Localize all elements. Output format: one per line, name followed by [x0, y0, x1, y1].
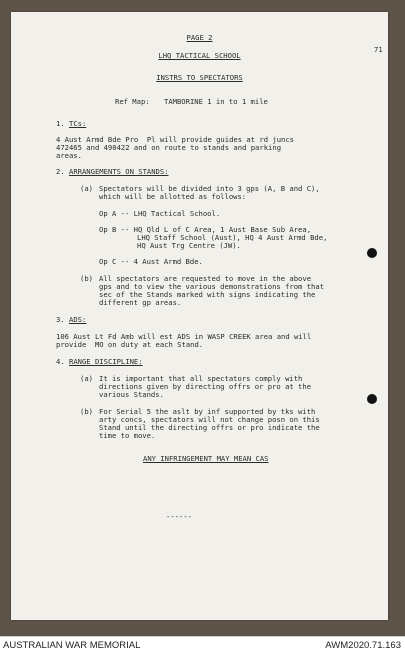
- page-label: PAGE 2: [186, 33, 213, 42]
- item-label: (a): [80, 374, 93, 383]
- section-title-tcs: TCs:: [69, 119, 87, 128]
- paragraph-line: All spectators are requested to move in the above: [99, 274, 312, 283]
- section-title-range: RANGE DISCIPLINE:: [69, 357, 143, 366]
- punch-hole: [367, 248, 377, 258]
- op-a-line: Op A -- LHQ Tactical School.: [99, 209, 221, 218]
- section-title-arrangements: ARRANGEMENTS ON STANDS:: [69, 167, 169, 176]
- paragraph-line: time to move.: [99, 431, 156, 440]
- paragraph-line: Stand until the directing offrs or pro indicate the: [99, 423, 320, 432]
- paragraph-line: areas.: [56, 151, 82, 160]
- paragraph-line: sec of the Stands marked with signs indicating the: [99, 290, 316, 299]
- footer-accession-number: AWM2020.71.163: [325, 640, 401, 651]
- paragraph-line: gps and to view the various demonstrations from that: [99, 282, 325, 291]
- op-b-line: HQ Aust Trg Centre (JW).: [137, 241, 241, 250]
- paragraph-line: various Stands.: [99, 390, 164, 399]
- section-number: 3.: [56, 315, 65, 324]
- warning-line: ANY INFRINGEMENT MAY MEAN CAS: [143, 454, 269, 463]
- item-label: (b): [80, 407, 93, 416]
- section-number: 1.: [56, 119, 65, 128]
- margin-mark: 71: [374, 45, 383, 54]
- item-label: (a): [80, 184, 93, 193]
- op-c-line: Op C -- 4 Aust Armd Bde.: [99, 257, 203, 266]
- footer-bar: [0, 636, 405, 654]
- paragraph-line: For Serial 5 the aslt by inf supported by tks with: [99, 407, 316, 416]
- paragraph-line: directions given by directing offrs or pro at the: [99, 382, 312, 391]
- document-heading: INSTRS TO SPECTATORS: [156, 73, 243, 82]
- section-number: 4.: [56, 357, 65, 366]
- paragraph-line: provide MO on duty at each Stand.: [56, 340, 204, 349]
- paragraph-line: 472465 and 490422 and on route to stands and parking: [56, 143, 282, 152]
- school-title: LHQ TACTICAL SCHOOL: [158, 51, 241, 60]
- paragraph-line: which will be allotted as follows:: [99, 192, 247, 201]
- op-b-line: LHQ Staff School (Aust), HQ 4 Aust Armd Bde,: [137, 233, 328, 242]
- footer-institution: AUSTRALIAN WAR MEMORIAL: [3, 640, 141, 651]
- paragraph-line: 4 Aust Armd Bde Pro Pl will provide guides at rd juncs: [56, 135, 294, 144]
- paragraph-line: arty concs, spectators will not change posn on this: [99, 415, 320, 424]
- paragraph-line: It is important that all spectators comply with: [99, 374, 303, 383]
- document-page: [11, 12, 388, 620]
- paragraph-line: Spectators will be divided into 3 gps (A, B and C),: [99, 184, 320, 193]
- end-mark: ------: [166, 512, 192, 521]
- item-label: (b): [80, 274, 93, 283]
- op-b-line: Op B -- HQ Qld L of C Area, 1 Aust Base Sub Area,: [99, 225, 312, 234]
- ref-map-label: Ref Map:: [115, 97, 150, 106]
- paragraph-line: 106 Aust Lt Fd Amb will est ADS in WASP CREEK area and will: [56, 332, 312, 341]
- section-number: 2.: [56, 167, 65, 176]
- ref-map-value: TAMBORINE 1 in to 1 mile: [164, 97, 268, 106]
- paragraph-line: different gp areas.: [99, 298, 182, 307]
- section-title-ads: ADS:: [69, 315, 87, 324]
- punch-hole: [367, 394, 377, 404]
